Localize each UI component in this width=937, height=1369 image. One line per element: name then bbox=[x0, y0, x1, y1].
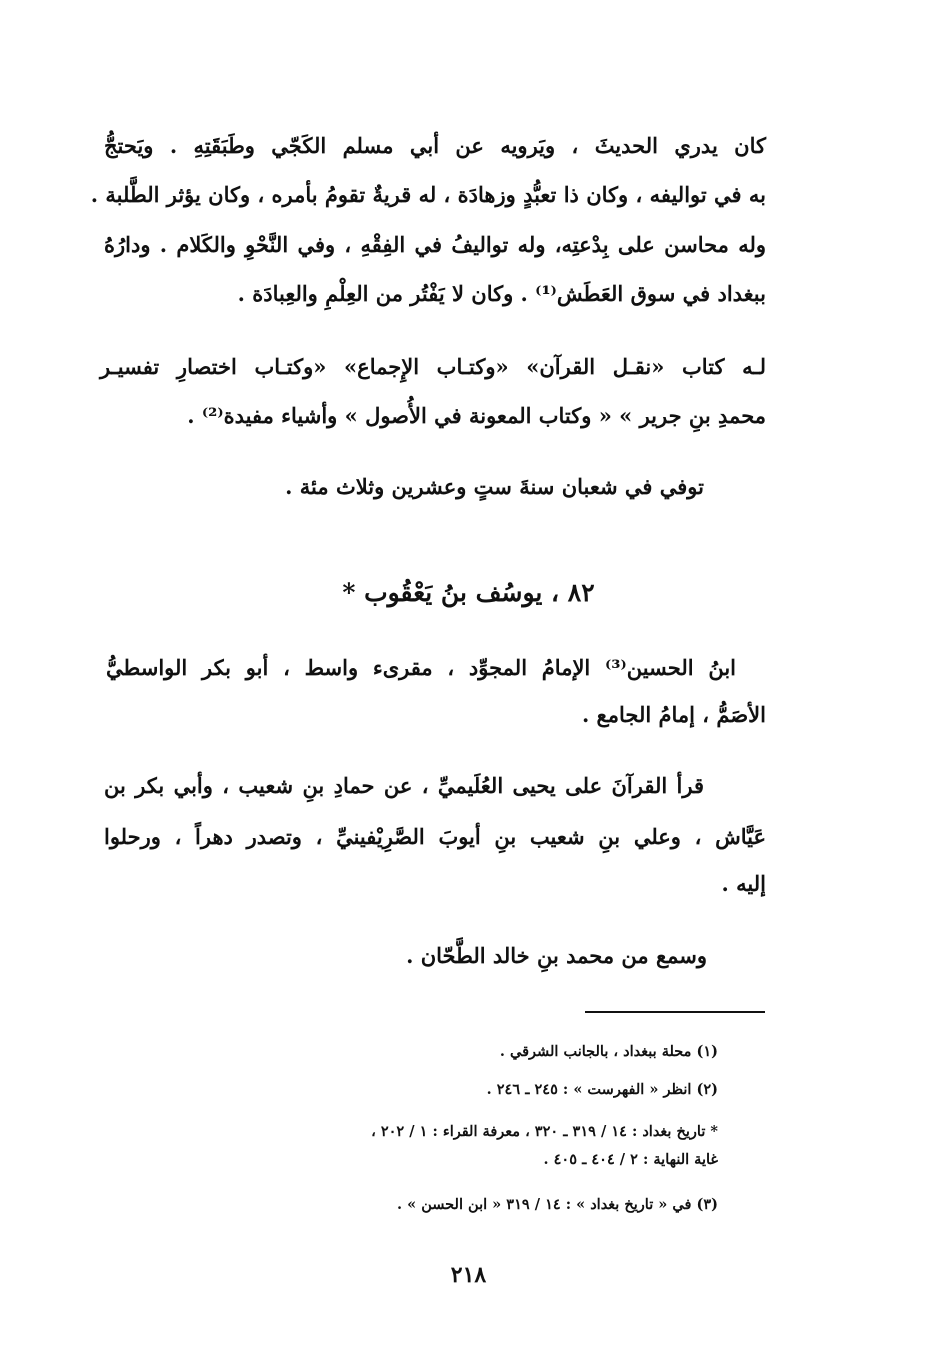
body-line: وسمع من محمد بنِ خالد الطَّحّان . bbox=[406, 943, 707, 968]
body-line: إليه . bbox=[721, 871, 766, 896]
footnote: غاية النهاية : ٢ / ٤٠٤ ـ ٤٠٥ . bbox=[543, 1151, 718, 1168]
body-line: وله محاسن على بِدْعتِه، وله تواليفُ في الفِقْهِ ، وفي النَّحْوِ والكَلام . ودارُهُ bbox=[104, 232, 766, 257]
footnote: (٣) في « تاريخ بغداد » : ١٤ / ٣١٩ « ابن الحسن » . bbox=[397, 1196, 718, 1213]
body-line: الأصَمُّ ، إمامُ الجامع . bbox=[581, 702, 766, 727]
body-line: ببغداد في سوق العَطَش⁽¹⁾ . وكان لا يَفْتُر من العِلْمِ والعِبادَة . bbox=[237, 281, 766, 306]
page-number: ٢١٨ bbox=[450, 1262, 487, 1288]
footnote: (١) محلة ببغداد ، بالجانب الشرقي . bbox=[499, 1043, 718, 1060]
entry-heading: ٨٢ ، يوسُف بنُ يَعْقُوب * bbox=[342, 578, 595, 607]
body-line: ابنُ الحسين⁽³⁾ الإمامُ المجوِّد ، مقرىء واسط ، أبو بكر الواسطيُّ bbox=[106, 655, 737, 680]
body-line: كان يدري الحديثَ ، ويَرويه عن أبي مسلم الكَجّي وطَبَقَتِهِ . ويَحتجُّ bbox=[104, 133, 766, 158]
death-note: توفي في شعبان سنةَ ستٍ وعشرين وثلاث مئة . bbox=[285, 474, 704, 499]
footnote: * تاريخ بغداد : ١٤ / ٣١٩ ـ ٣٢٠ ، معرفة القراء : ١ / ٢٠٢ ، bbox=[371, 1123, 718, 1140]
footnote-divider bbox=[585, 1011, 765, 1013]
body-line: عَيَّاش ، وعلي بنِ شعيب بنِ أيوبَ الصَّرِيْفينيِّ ، وتصدر دهراً ، ورحلوا bbox=[104, 824, 766, 849]
body-line: لـه كتاب «نقـل القرآن» «وكتـاب الإِجماع» «وكتـاب اختصارِ تفسيـر bbox=[100, 354, 766, 379]
body-line: محمدِ بنِ جرير » « وكتاب المعونة في الأُصول » وأشياء مفيدة⁽²⁾ . bbox=[187, 403, 766, 428]
body-line: به في تواليفه ، وكان ذا تعبُّدٍ وزهادَة ، له قريةٌ تقومُ بأمره ، وكان يؤثر الطَّلبة . bbox=[90, 182, 766, 207]
body-line: قرأ القرآنَ على يحيى العُلَيميِّ ، عن حمادِ بنِ شعيب ، وأبي بكر بن bbox=[104, 773, 704, 798]
footnote: (٢) انظر « الفهرست » : ٢٤٥ ـ ٢٤٦ . bbox=[486, 1081, 718, 1098]
